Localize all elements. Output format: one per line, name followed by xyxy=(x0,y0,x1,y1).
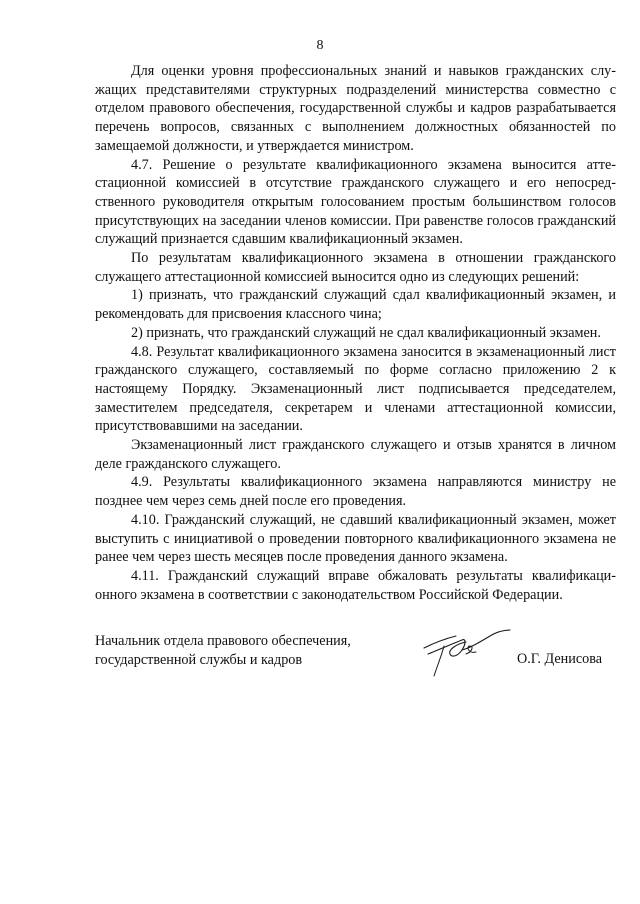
signature-block xyxy=(95,632,616,702)
signer-name: О.Г. Денисова xyxy=(517,651,603,667)
paragraph-decision-intro: По результатам квалификационного экзамена в отношении гражданского служащего аттестационной комиссией выносится одно из следующих решений: xyxy=(95,250,616,285)
paragraph-4-11: 4.11. Гражданский служащий вправе обжаловать результаты квалификационного экзамена в соответствии с законодательством Российской Федерации. xyxy=(95,567,616,603)
signer-position-line-2: государственной службы и кадров xyxy=(95,652,303,668)
page-number: 8 xyxy=(316,38,324,53)
document-body xyxy=(95,62,616,604)
signer-position-line-1: Начальник отдела правового обеспечения, xyxy=(95,633,351,649)
paragraph-decision-failed: 2) признать, что гражданский служащий не сдал квалификационный экзамен. xyxy=(131,324,601,341)
paragraph-exam-sheet-storage: Экзаменационный лист гражданского служащего и отзыв хранятся в личном деле гражданского служащего. xyxy=(95,437,616,472)
paragraph-4-10: 4.10. Гражданский служащий, не сдавший квалификационный экзамен, может выступить с инициативой о проведении повторного квалификационного экзамена не ранее чем через шесть месяцев после проведения данного экзамена. xyxy=(95,511,616,566)
handwritten-signature xyxy=(422,624,512,684)
paragraph-expert-questions: Для оценки уровня профессиональных знаний и навыков гражданских служащих представителями структурных подразделений министерства совместно с отделом правового обеспечения, государственной службы и кадров разрабатывается перечень вопросов, связанных с выполнением должностных обязанностей по замещаемой должности, и утверждается министром. xyxy=(95,63,616,154)
paragraph-4-9: 4.9. Результаты квалификационного экзамена направляются министру не позднее чем через семь дней после его проведения. xyxy=(95,474,616,510)
paragraph-4-8: 4.8. Результат квалификационного экзамена заносится в экзаменационный лист гражданского служащего, составляемый по форме согласно приложению 2 к настоящему Порядку. Экзаменационный лист подписывается председателем, заместителем председателя, секретарем и членами аттестационной комиссии, присутствовавшими на заседании. xyxy=(95,343,616,435)
paragraph-4-7: 4.7. Решение о результате квалификационного экзамена выносится аттестационной комиссией в отсутствие гражданского служащего и его непосредственного руководителя открытым голосованием простым большинством голосов присутствующих на заседании членов комиссии. При равенстве голосов гражданский служащий признается сдавшим квалификационный экзамен. xyxy=(95,156,616,248)
paragraph-decision-passed: 1) признать, что гражданский служащий сдал квалификационный экзамен, и рекомендовать для присвоения классного чина; xyxy=(95,287,616,323)
